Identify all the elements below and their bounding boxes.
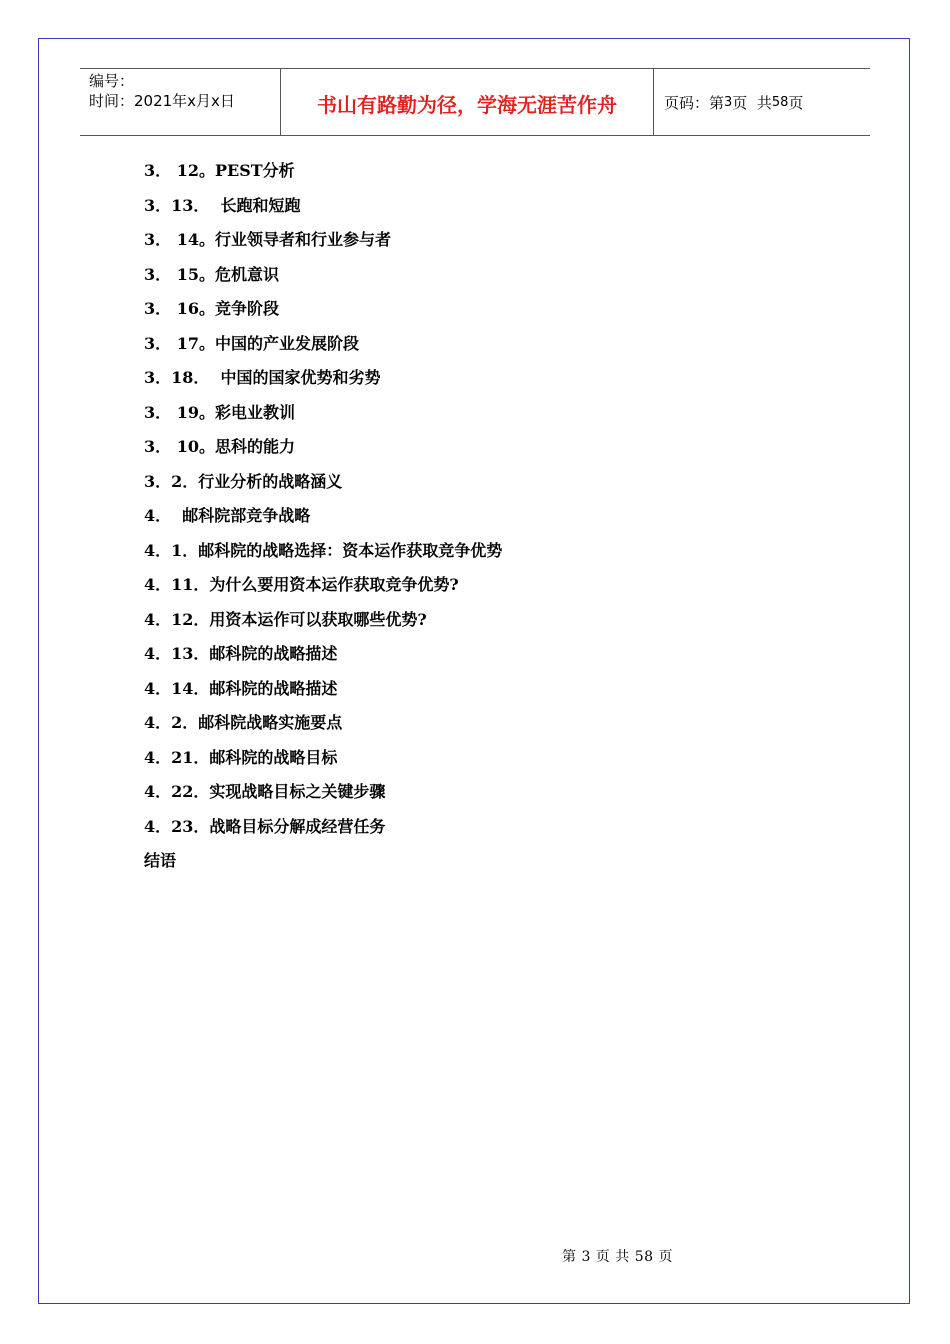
header-page-info	[654, 69, 870, 135]
toc-item: 4．1．邮科院的战略选择：资本运作获取竞争优势	[144, 540, 503, 560]
page-header	[80, 68, 870, 136]
toc-item: 4． 邮科院部竞争战略	[144, 506, 311, 525]
toc-item: 3．13． 长跑和短跑	[144, 195, 301, 215]
toc-item: 4．13．邮科院的战略描述	[144, 644, 338, 663]
table-of-contents	[144, 154, 824, 879]
toc-item-conclusion: 结语	[144, 851, 177, 870]
toc-item: 4．11．为什么要用资本运作获取竞争优势?	[144, 575, 459, 594]
toc-item: 4．12．用资本运作可以获取哪些优势?	[144, 609, 427, 629]
toc-item: 3． 10。思科的能力	[144, 437, 295, 456]
toc-item: 3．18． 中国的国家优势和劣势	[144, 368, 381, 387]
toc-item: 3． 16。竞争阶段	[144, 299, 279, 318]
toc-item: 4．21．邮科院的战略目标	[144, 747, 338, 767]
toc-item: 3． 17。中国的产业发展阶段	[144, 333, 359, 353]
page-prefix: 页码：第	[664, 93, 725, 112]
toc-item: 4．22．实现战略目标之关键步骤	[144, 782, 386, 801]
toc-item: 3． 19。彩电业教训	[144, 402, 295, 422]
page-current: 3	[724, 94, 733, 110]
toc-item: 4．2．邮科院战略实施要点	[144, 713, 343, 732]
header-meta	[80, 69, 281, 135]
page-suffix: 页	[788, 93, 804, 112]
page-mid: 页 共	[732, 93, 772, 112]
toc-item: 3． 12。PEST分析	[144, 161, 295, 180]
toc-item: 3． 14。行业领导者和行业参与者	[144, 230, 391, 249]
page-footer: 第 3 页 共 58 页	[562, 1249, 673, 1265]
toc-item: 4．14．邮科院的战略描述	[144, 678, 338, 698]
document-number-label: 编号：	[89, 72, 135, 90]
page-total: 58	[771, 94, 789, 110]
toc-item: 3．2．行业分析的战略涵义	[144, 471, 343, 491]
toc-item: 4．23．战略目标分解成经营任务	[144, 816, 386, 836]
toc-item: 3． 15。危机意识	[144, 264, 279, 284]
header-motto: 书山有路勤为径，学海无涯苦作舟	[281, 69, 654, 135]
document-date: 时间：2021年x月x日	[89, 92, 235, 110]
